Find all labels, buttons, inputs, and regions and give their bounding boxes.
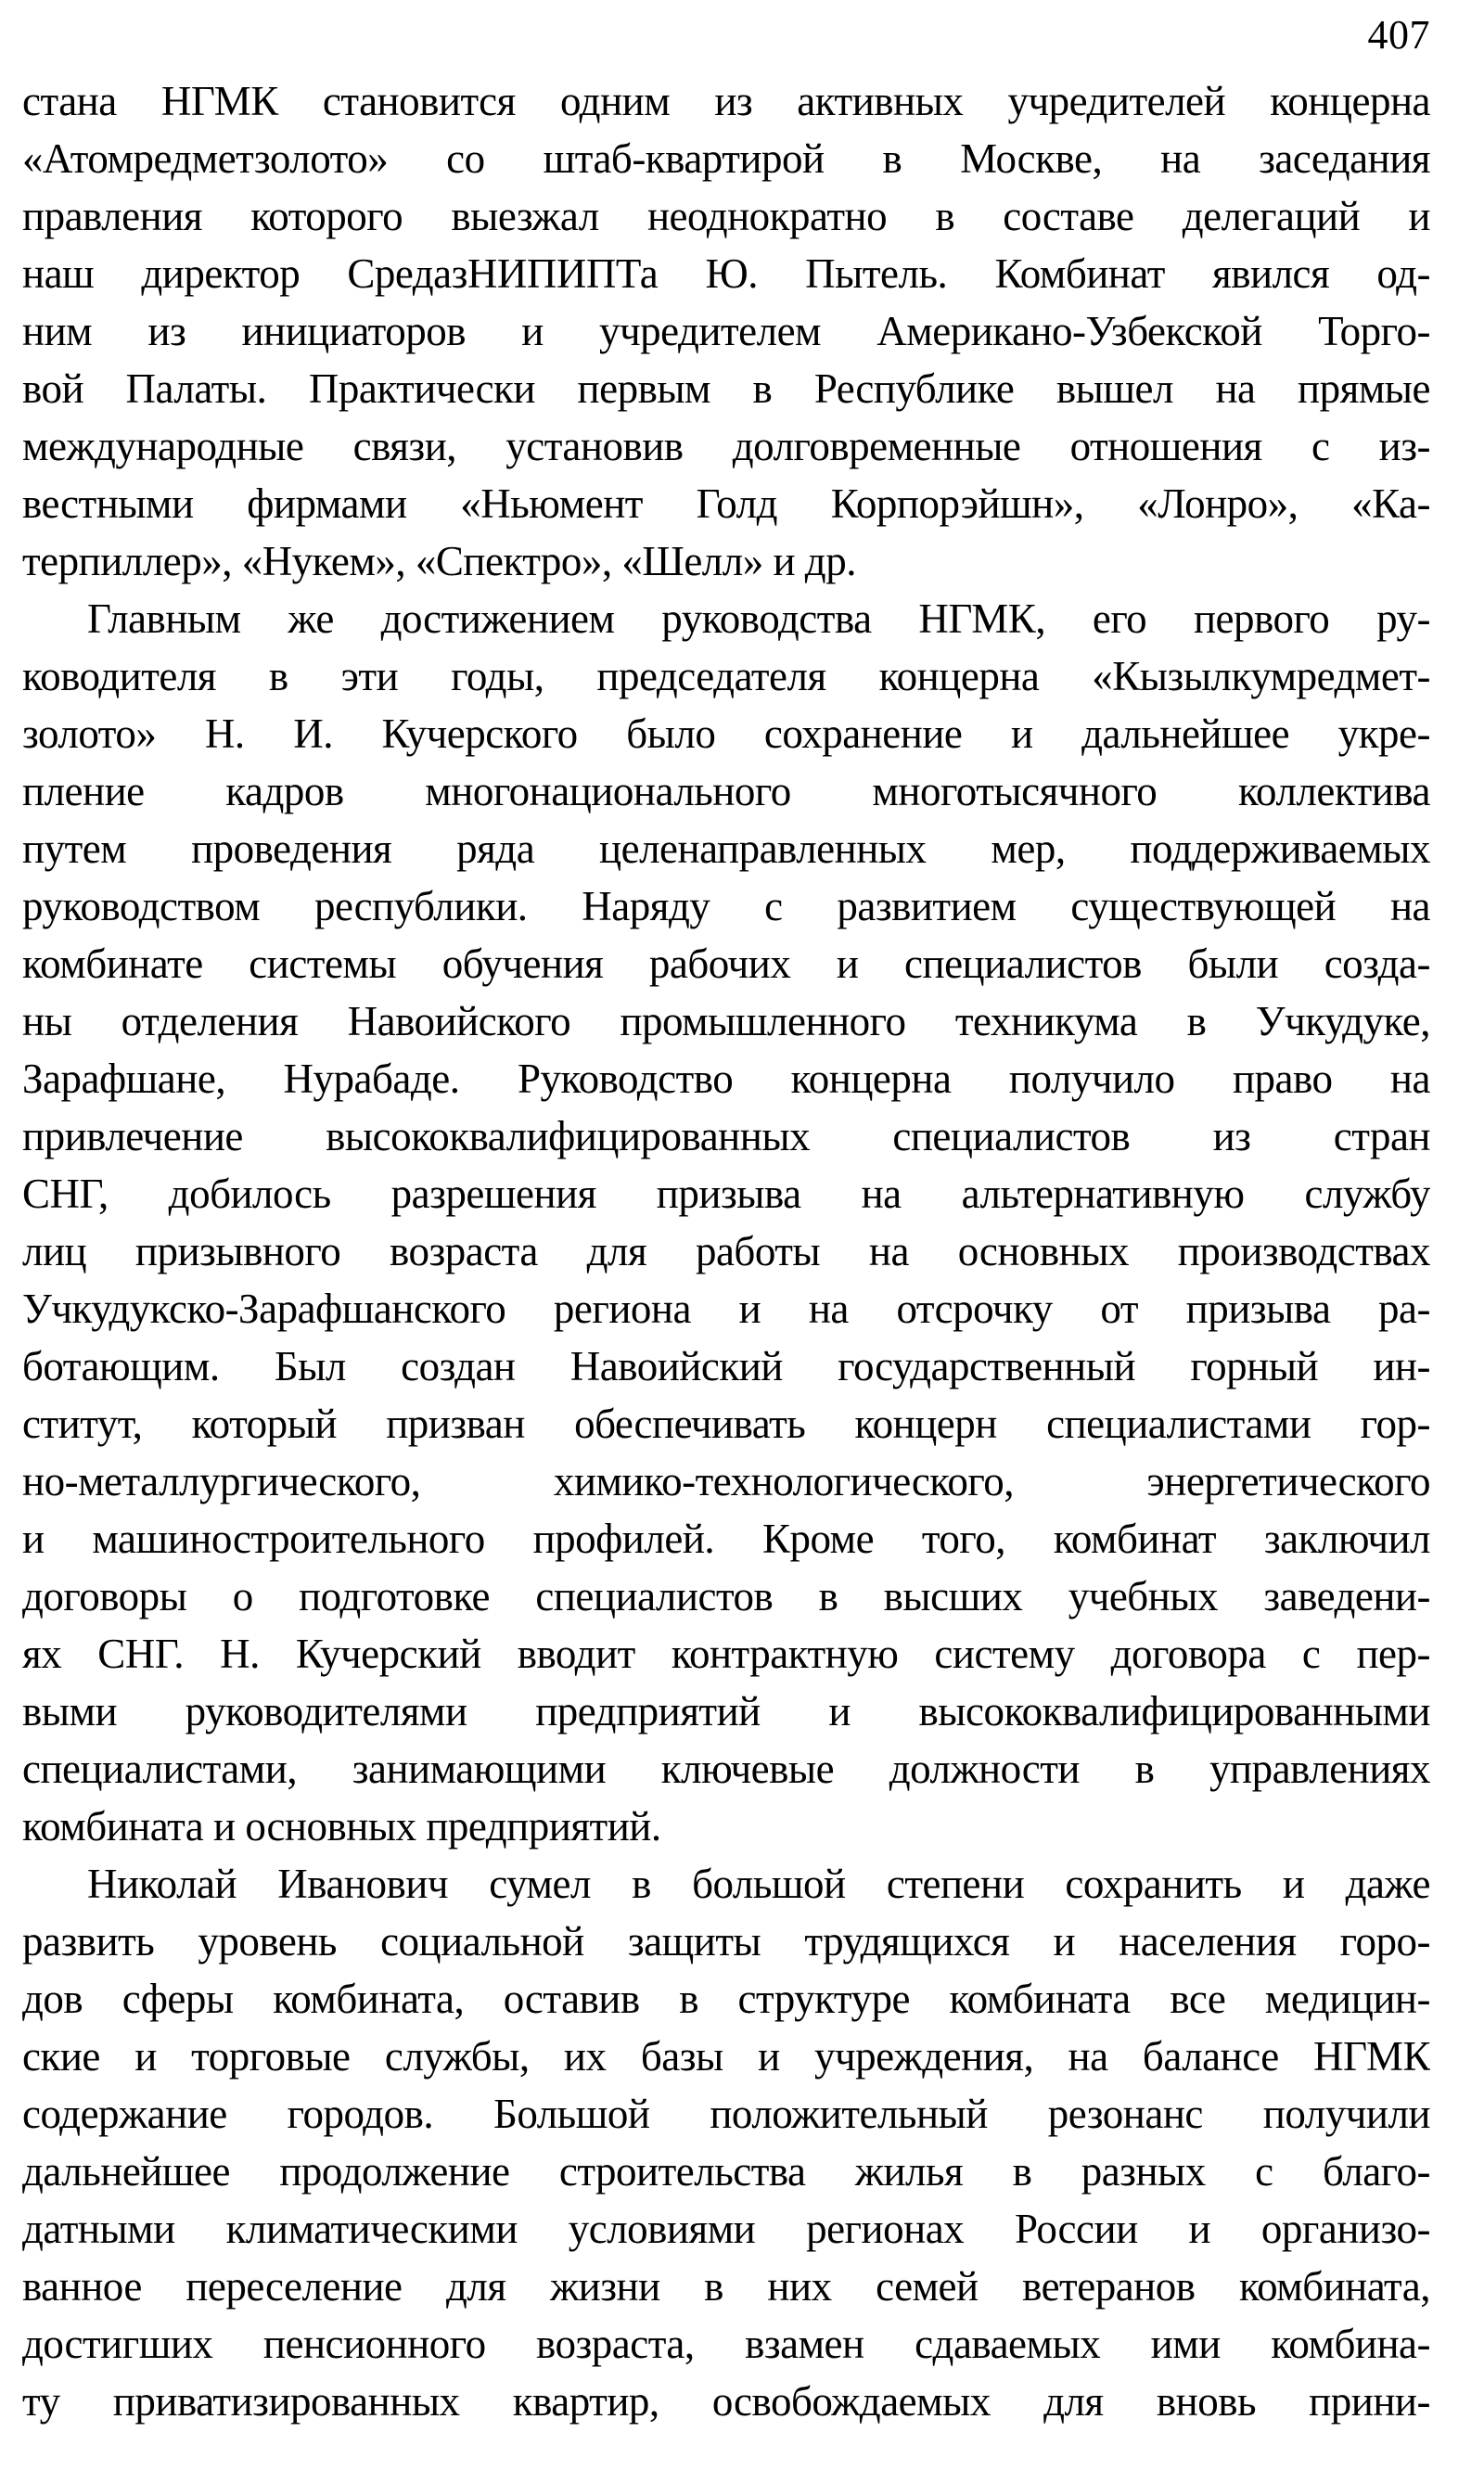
text-line: наш директор СредазНИПИПТа Ю. Пытель. Комбинат явился од- bbox=[22, 250, 1430, 297]
text-line: Главным же достижением руководства НГМК, его первого ру- bbox=[87, 595, 1430, 642]
text-line: вой Палаты. Практически первым в Республике вышел на прямые bbox=[22, 365, 1430, 412]
text-line: ту приватизированных квартир, освобождаемых для вновь прини- bbox=[22, 2378, 1430, 2425]
text-line: специалистами, занимающими ключевые должности в управлениях bbox=[22, 1746, 1430, 1792]
text-line: ководителя в эти годы, председателя концерна «Кызылкумредмет- bbox=[22, 653, 1430, 699]
text-line: развить уровень социальной защиты трудящихся и населения горо- bbox=[22, 1918, 1430, 1965]
text-line: пление кадров многонационального многотысячного коллектива bbox=[22, 768, 1430, 814]
text-line: дов сферы комбината, оставив в структуре комбината все медицин- bbox=[22, 1976, 1430, 2022]
text-block bbox=[22, 72, 1430, 2430]
text-line: терпиллер», «Нукем», «Спектро», «Шелл» и др. bbox=[22, 538, 856, 584]
text-line: золото» Н. И. Кучерского было сохранение и дальнейшее укре- bbox=[22, 710, 1430, 757]
text-line: ские и торговые службы, их базы и учреждения, на балансе НГМК bbox=[22, 2033, 1430, 2080]
text-line: Николай Иванович сумел в большой степени сохранить и даже bbox=[87, 1861, 1430, 1907]
text-line: договоры о подготовке специалистов в высших учебных заведени- bbox=[22, 1573, 1430, 1619]
text-line: «Атомредметзолото» со штаб-квартирой в Москве, на заседания bbox=[22, 135, 1430, 182]
text-line: Учкудукско-Зарафшанского региона и на отсрочку от призыва ра- bbox=[22, 1286, 1430, 1332]
text-line: комбинате системы обучения рабочих и специалистов были созда- bbox=[22, 941, 1430, 987]
text-line: комбината и основных предприятий. bbox=[22, 1803, 661, 1849]
paragraph bbox=[22, 590, 1430, 1855]
page-number: 407 bbox=[1367, 12, 1430, 58]
text-line: достигших пенсионного возраста, взамен сдаваемых ими комбина- bbox=[22, 2321, 1430, 2367]
text-line: но-металлургического, химико-технологического, энергетического bbox=[22, 1458, 1430, 1504]
text-line: правления которого выезжал неоднократно в составе делегаций и bbox=[22, 193, 1430, 239]
text-line: ститут, который призван обеспечивать концерн специалистами гор- bbox=[22, 1401, 1430, 1447]
text-line: ботающим. Был создан Навоийский государственный горный ин- bbox=[22, 1343, 1430, 1389]
text-line: содержание городов. Большой положительный резонанс получили bbox=[22, 2091, 1430, 2137]
text-line: вестными фирмами «Ньюмент Голд Корпорэйшн», «Лонро», «Ка- bbox=[22, 480, 1430, 527]
text-line: ванное переселение для жизни в них семей ветеранов комбината, bbox=[22, 2263, 1430, 2310]
text-line: выми руководителями предприятий и высококвалифицированными bbox=[22, 1688, 1430, 1734]
text-line: дальнейшее продолжение строительства жилья в разных с благо- bbox=[22, 2148, 1430, 2195]
text-line: стана НГМК становится одним из активных учредителей концерна bbox=[22, 78, 1430, 124]
text-line: Зарафшане, Нурабаде. Руководство концерна получило право на bbox=[22, 1056, 1430, 1102]
text-line: ны отделения Навоийского промышленного техникума в Учкудуке, bbox=[22, 998, 1430, 1044]
text-line: СНГ, добилось разрешения призыва на альтернативную службу bbox=[22, 1171, 1430, 1217]
text-line: привлечение высококвалифицированных специалистов из стран bbox=[22, 1113, 1430, 1159]
text-line: и машиностроительного профилей. Кроме того, комбинат заключил bbox=[22, 1516, 1430, 1562]
text-line: путем проведения ряда целенаправленных мер, поддерживаемых bbox=[22, 826, 1430, 872]
text-line: датными климатическими условиями регионах России и организо- bbox=[22, 2206, 1430, 2252]
text-line: лиц призывного возраста для работы на основных производствах bbox=[22, 1228, 1430, 1274]
text-line: ях СНГ. Н. Кучерский вводит контрактную систему договора с пер- bbox=[22, 1631, 1430, 1677]
text-line: ним из инициаторов и учредителем Американо-Узбекской Торго- bbox=[22, 308, 1430, 354]
paragraph bbox=[22, 1855, 1430, 2430]
paragraph bbox=[22, 72, 1430, 590]
text-line: руководством республики. Наряду с развитием существующей на bbox=[22, 883, 1430, 929]
text-line: международные связи, установив долговременные отношения с из- bbox=[22, 423, 1430, 469]
